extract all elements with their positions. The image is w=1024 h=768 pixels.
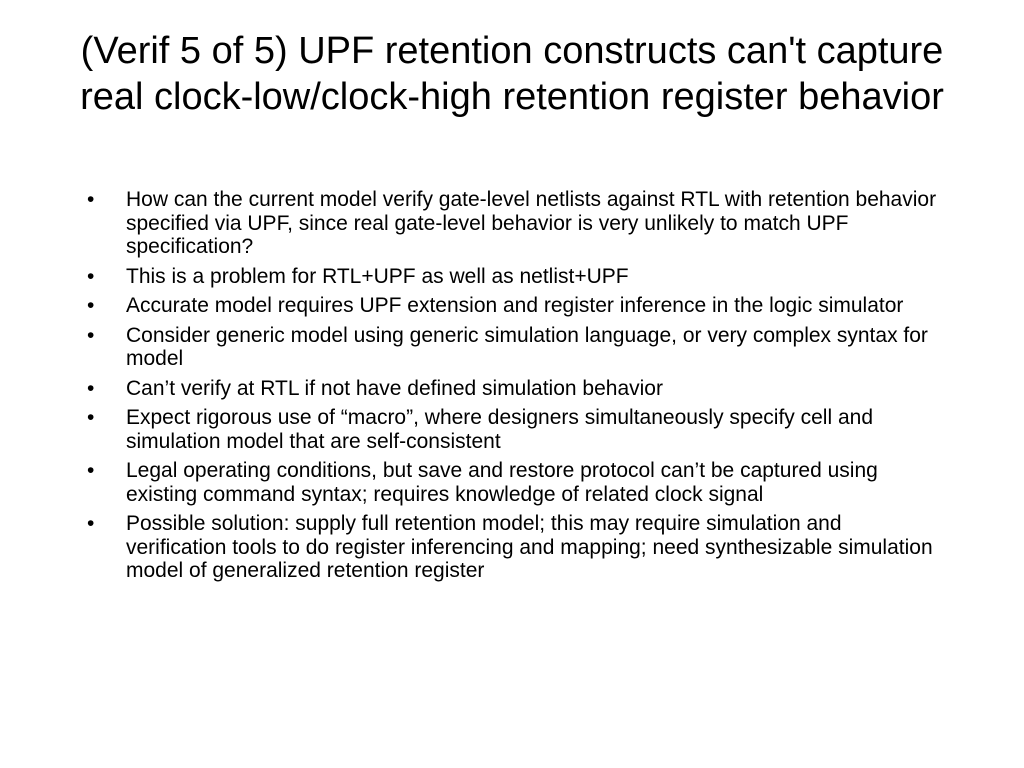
bullet-item — [85, 512, 945, 583]
bullet-item — [85, 188, 945, 259]
bullet-text: Expect rigorous use of “macro”, where designers simultaneously specify cell and simulation model that are self-consistent — [126, 406, 874, 453]
bullet-item — [85, 377, 945, 401]
bullet-item — [85, 406, 945, 453]
bullet-marker: • — [87, 323, 95, 347]
bullet-item — [85, 324, 945, 371]
bullet-text: Accurate model requires UPF extension and register inference in the logic simulator — [126, 294, 904, 317]
bullet-item — [85, 265, 945, 289]
bullet-marker: • — [87, 376, 95, 400]
bullet-marker: • — [87, 459, 95, 482]
bullet-marker: • — [87, 294, 95, 317]
bullet-marker: • — [87, 264, 95, 288]
bullet-text: Can’t verify at RTL if not have defined simulation behavior — [126, 376, 663, 400]
bullet-text: Possible solution: supply full retention model; this may require simulation and verification tools to do register inferencing and mapping; need synthesizable simulation model of generalized retention register — [126, 512, 933, 582]
bullet-text: This is a problem for RTL+UPF as well as netlist+UPF — [126, 264, 629, 288]
bullet-marker: • — [87, 406, 95, 429]
slide-title: (Verif 5 of 5) UPF retention constructs can't capture real clock-low/clock-high retention register behavior — [80, 30, 944, 118]
bullet-marker: • — [87, 188, 95, 211]
bullet-text: Legal operating conditions, but save and restore protocol can’t be captured using existing command syntax; requires knowledge of related clock signal — [126, 459, 878, 506]
bullet-list — [85, 188, 945, 589]
bullet-text: How can the current model verify gate-level netlists against RTL with retention behavior specified via UPF, since real gate-level behavior is very unlikely to match UPF specification? — [126, 188, 937, 258]
bullet-marker: • — [87, 512, 95, 535]
bullet-item — [85, 459, 945, 506]
bullet-item — [85, 294, 945, 318]
bullet-text: Consider generic model using generic simulation language, or very complex syntax for model — [126, 323, 928, 370]
